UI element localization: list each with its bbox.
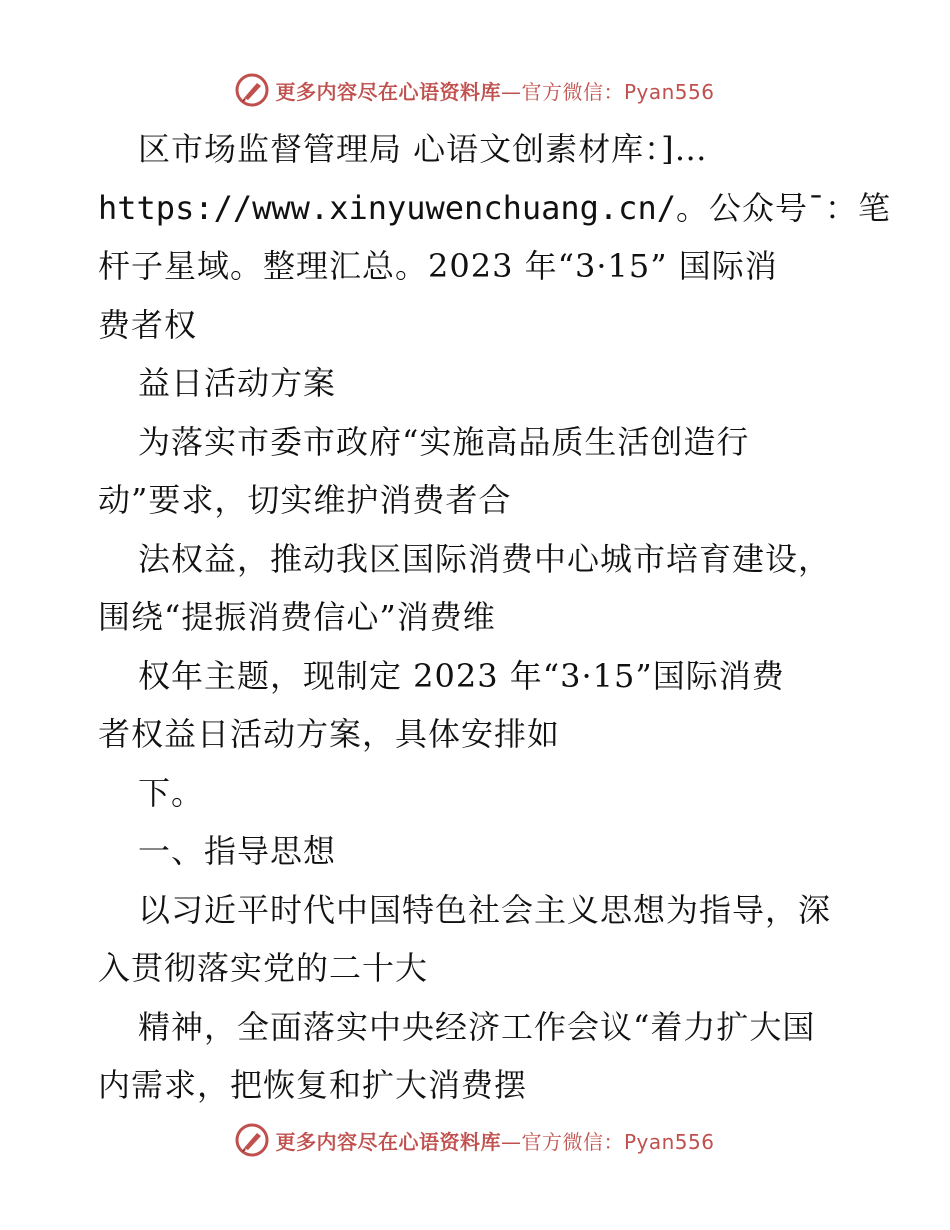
body-line: 内需求，把恢复和扩大消费摆 [98,1066,528,1104]
pen-logo-icon [235,73,269,107]
body-line: 围绕“提振消费信心”消费维 [98,598,496,636]
body-line: 精神，全面落实中央经济工作会议“着力扩大国 [138,1007,816,1046]
body-line: 动”要求，切实维护消费者合 [98,481,512,519]
watermark-text [275,1126,714,1155]
body-line: 法权益，推动我区国际消费中心城市培育建设， [138,539,832,578]
body-line-url [98,179,891,238]
body-line: 区市场监督管理局 心语文创素材库：]… [138,130,708,168]
body-line: 权年主题，现制定 2023 年“3·15”国际消费 [138,656,785,695]
watermark-main: 更多内容尽在心语资料库 [275,1129,501,1154]
watermark-contact: 官方微信：Pyan556 [521,79,715,104]
body-line: 杆子星域。整理汇总。2023 年“3·15” 国际消 [98,247,778,285]
watermark-contact: 官方微信：Pyan556 [521,1129,715,1154]
body-line: 下。 [138,773,205,812]
watermark-main: 更多内容尽在心语资料库 [275,79,501,104]
body-line: 为落实市委市政府“实施高品质生活创造行 [138,422,750,461]
document-body [98,120,891,1115]
watermark-text [275,76,714,105]
footer-watermark [0,1120,950,1160]
body-line: 以习近平时代中国特色社会主义思想为指导，深 [138,890,832,929]
watermark-separator: — [500,79,522,104]
section-heading: 一、指导思想 [138,832,337,870]
url-suffix-text: 。公众号¯：笔 [675,188,891,227]
pen-logo-icon [235,1123,269,1157]
header-watermark [0,70,950,110]
body-line: 入贯彻落实党的二十大 [98,949,429,987]
body-line: 费者权 [98,305,198,344]
body-line: 者权益日活动方案，具体安排如 [98,715,561,753]
watermark-separator: — [500,1129,522,1154]
body-line: 益日活动方案 [138,364,337,402]
url-text: https://www.xinyuwenchuang.cn/ [98,188,676,227]
